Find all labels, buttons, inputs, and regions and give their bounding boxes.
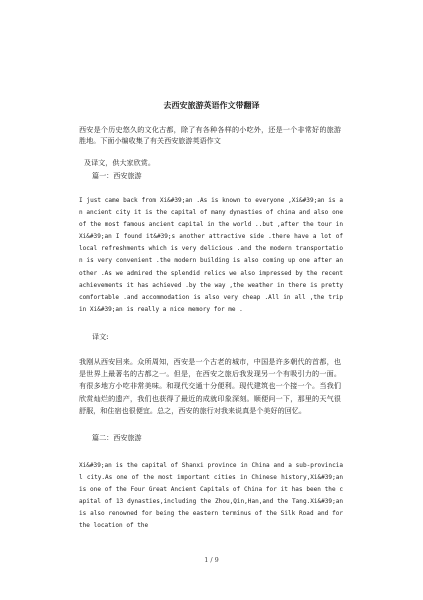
page-number: 1 / 9 [204, 556, 219, 564]
intro-paragraph: 西安是个历史悠久的文化古都，除了有各种各样的小吃外，还是一个非常好的旅游胜地。下面小编收集了有关西安旅游英语作文 [79, 125, 341, 146]
section1-english-text: I just came back from Xi&#39;an .As is known to everyone ,Xi&#39;an is an ancient city it is the capital of many dynasties of china and also one of the most famous ancient capital in the world ..but ,after the tour in Xi&#39;an I found it&#39;s another attractive side .there have a lot of local refreshments which is very delicious .and the modern transportation is very convenient .the modern building is also coming up one after another .As we admired the splendid relics we also impressed by the recent achievements it has achieved .by the way ,the weather in there is pretty comfortable .and accommodation is also very cheap .All in all ,the trip in Xi&#39;an is really a nice memory for me . [79, 197, 343, 313]
lead-in-text: 及译文，供大家欣赏。 [84, 158, 155, 167]
section2-english-text: Xi&#39;an is the capital of Shanxi province in China and a sub-provincial city.As one of the most important cities in Chinese history,Xi&#39;an is one of the Four Great Ancient Capitals of China for it has been the capital of 13 dynasties,including the Zhou,Qin,Han,and the Tang.Xi&#39;an is also renowned for being the eastern terminus of the Silk Road and for the location of the [79, 462, 343, 530]
translation-label: 译文: [92, 332, 109, 341]
section2-heading: 篇二：西安旅游 [92, 433, 142, 442]
section1-heading: 篇一：西安旅游 [92, 171, 142, 180]
section1-chinese-translation: 我刚从西安回来。众所周知，西安是一个古老的城市，中国是许多朝代的首都，也是世界上最著名的古都之一。但是，在西安之旅后我发现另一个有吸引力的一面。有很多地方小吃非常美味。和现代交通十分便利。现代建筑也一个接一个。当我们欣赏灿烂的遗产，我们也获得了最近的成就印象深刻。顺便问一下，那里的天气很舒服，和住宿也很便宜。总之，西安的旅行对我来说真是个美好的回忆。 [79, 357, 341, 415]
document-title: 去西安旅游英语作文带翻译 [163, 100, 260, 110]
